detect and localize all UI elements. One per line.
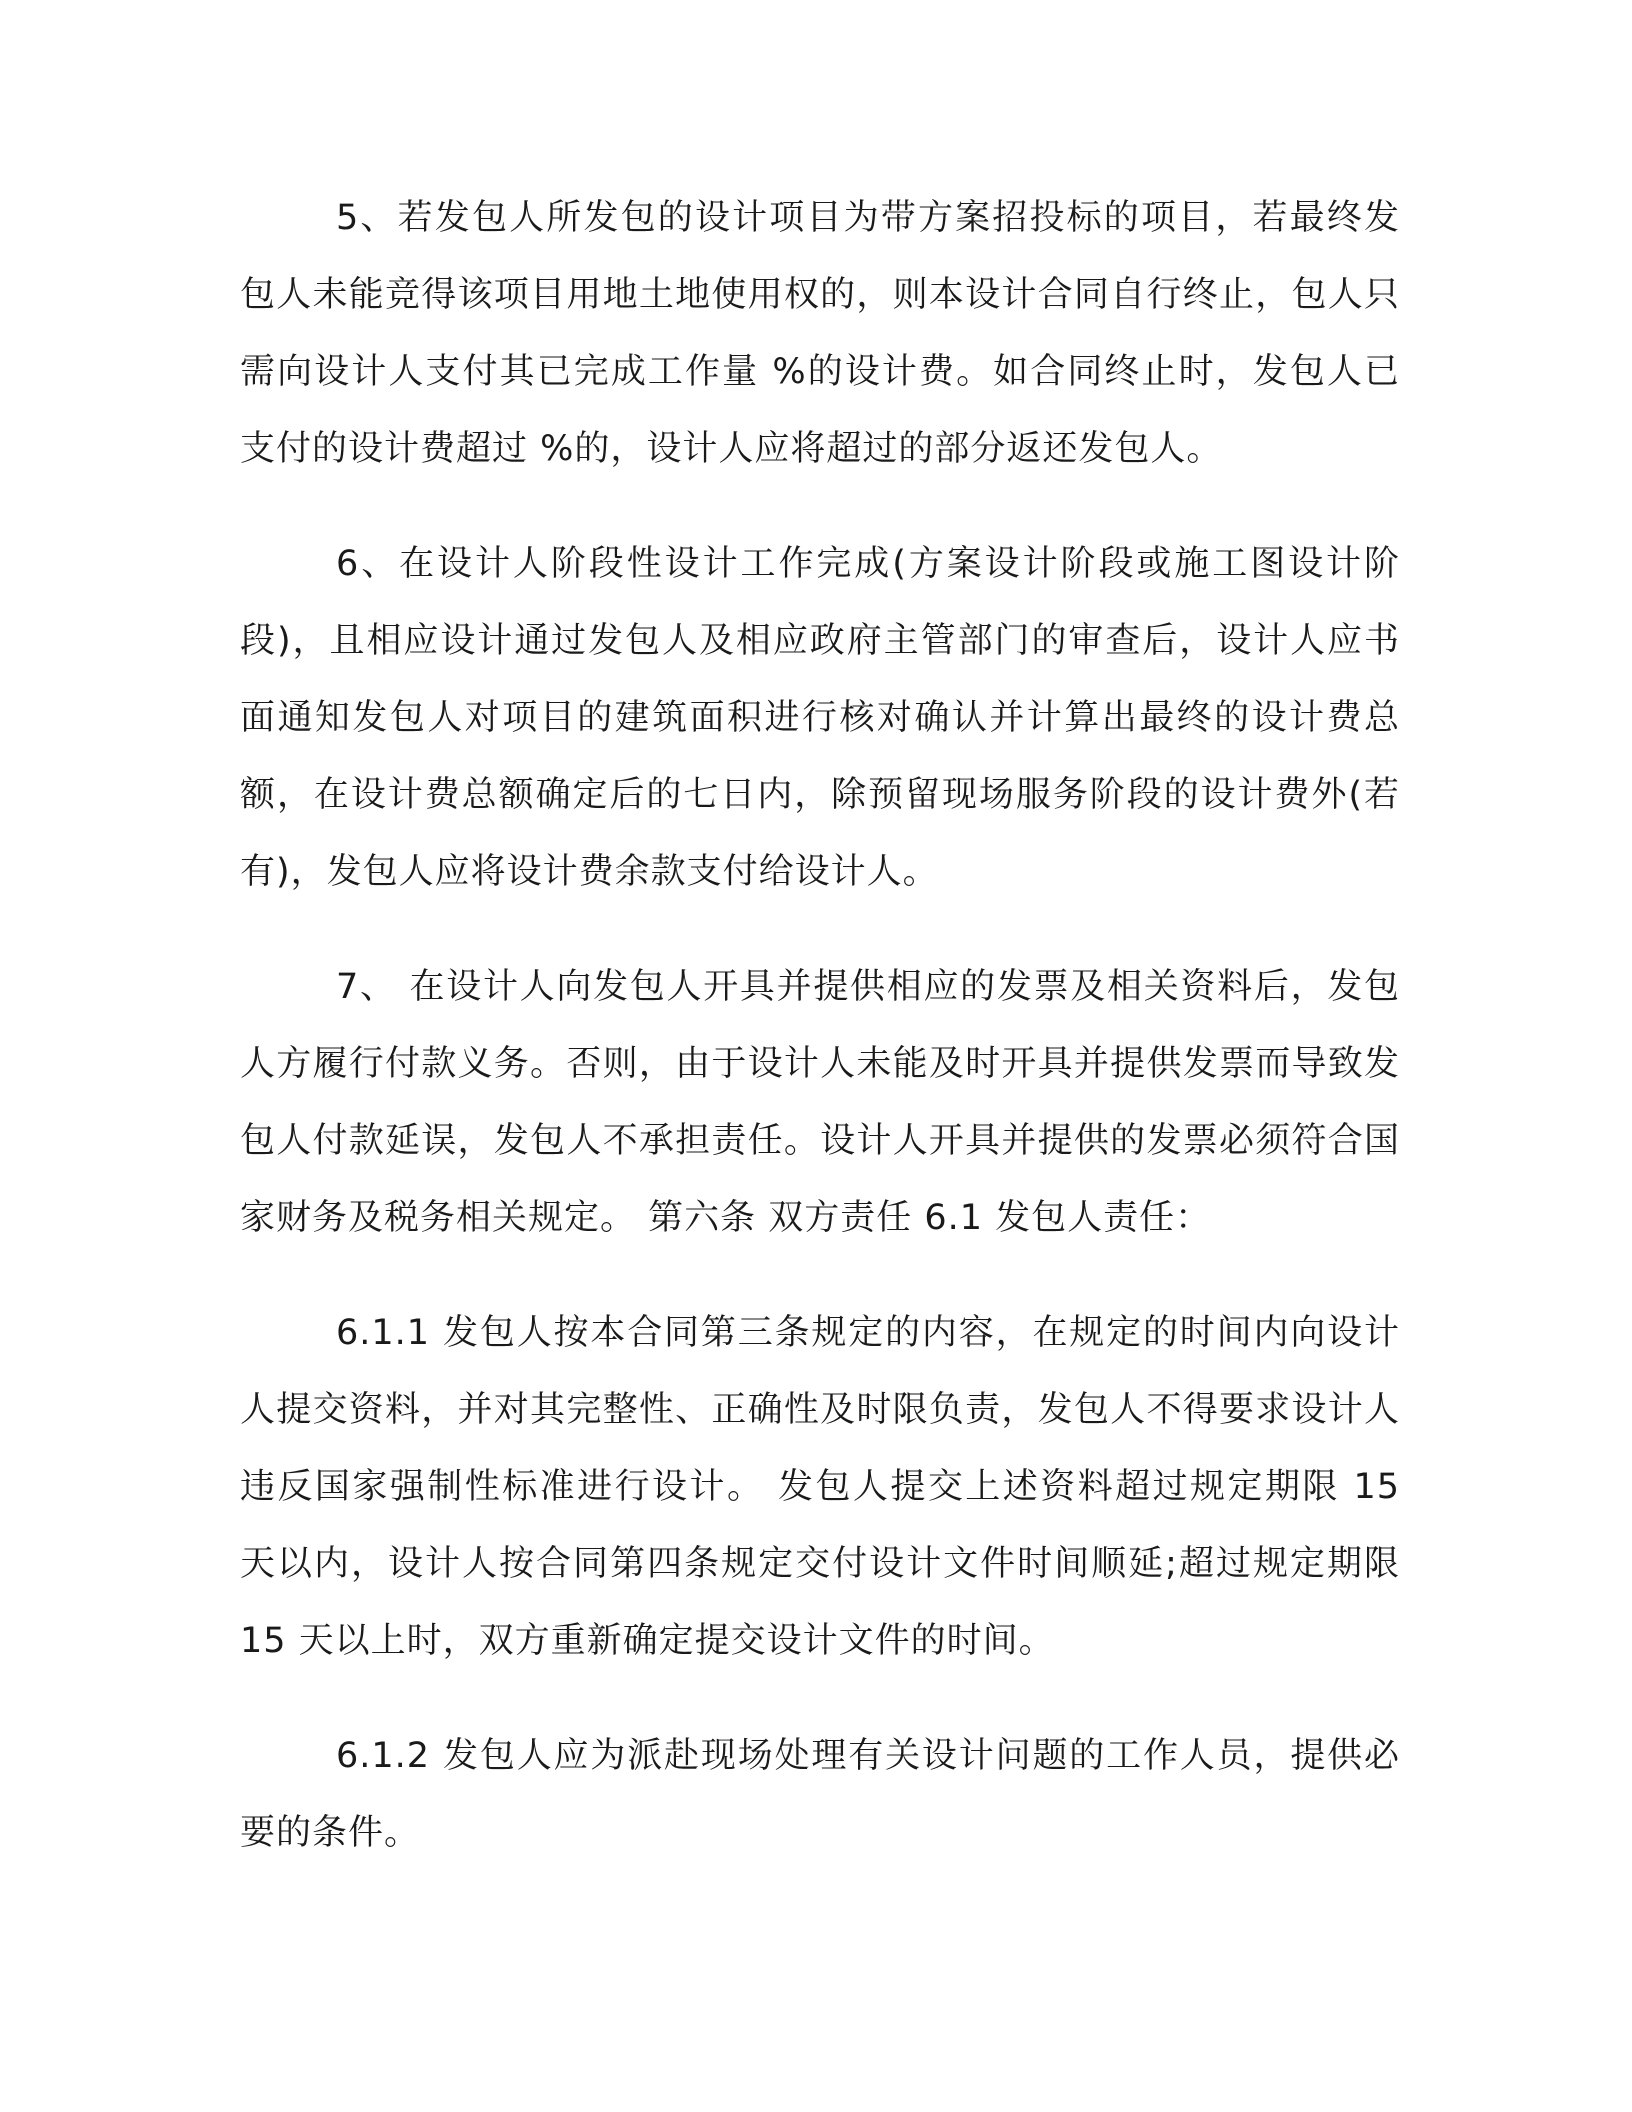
paragraph-clause-5: 5、若发包人所发包的设计项目为带方案招投标的项目，若最终发包人未能竞得该项目用地土地使用权的，则本设计合同自行终止，包人只需向设计人支付其已完成工作量 %的设计费。如合同终止时，发包人已支付的设计费超过 %的，设计人应将超过的部分返还发包人。	[240, 198, 1400, 469]
paragraph-clause-6-1-1: 6.1.1 发包人按本合同第三条规定的内容，在规定的时间内向设计人提交资料，并对其完整性、正确性及时限负责，发包人不得要求设计人违反国家强制性标准进行设计。 发包人提交上述资料超过规定期限 15 天以内，设计人按合同第四条规定交付设计文件时间顺延;超过规定期限 15 天以上时，双方重新确定提交设计文件的时间。	[240, 1313, 1400, 1661]
paragraph-clause-6: 6、在设计人阶段性设计工作完成(方案设计阶段或施工图设计阶段)，且相应设计通过发包人及相应政府主管部门的审查后，设计人应书面通知发包人对项目的建筑面积进行核对确认并计算出最终的设计费总额，在设计费总额确定后的七日内，除预留现场服务阶段的设计费外(若有)，发包人应将设计费余款支付给设计人。	[240, 544, 1400, 892]
paragraph-clause-6-1-2: 6.1.2 发包人应为派赴现场处理有关设计问题的工作人员，提供必要的条件。	[240, 1736, 1400, 1853]
contract-body	[240, 180, 1400, 1872]
paragraph-clause-7: 7、 在设计人向发包人开具并提供相应的发票及相关资料后，发包人方履行付款义务。否则，由于设计人未能及时开具并提供发票而导致发包人付款延误，发包人不承担责任。设计人开具并提供的发票必须符合国家财务及税务相关规定。 第六条 双方责任 6.1 发包人责任：	[240, 967, 1400, 1238]
